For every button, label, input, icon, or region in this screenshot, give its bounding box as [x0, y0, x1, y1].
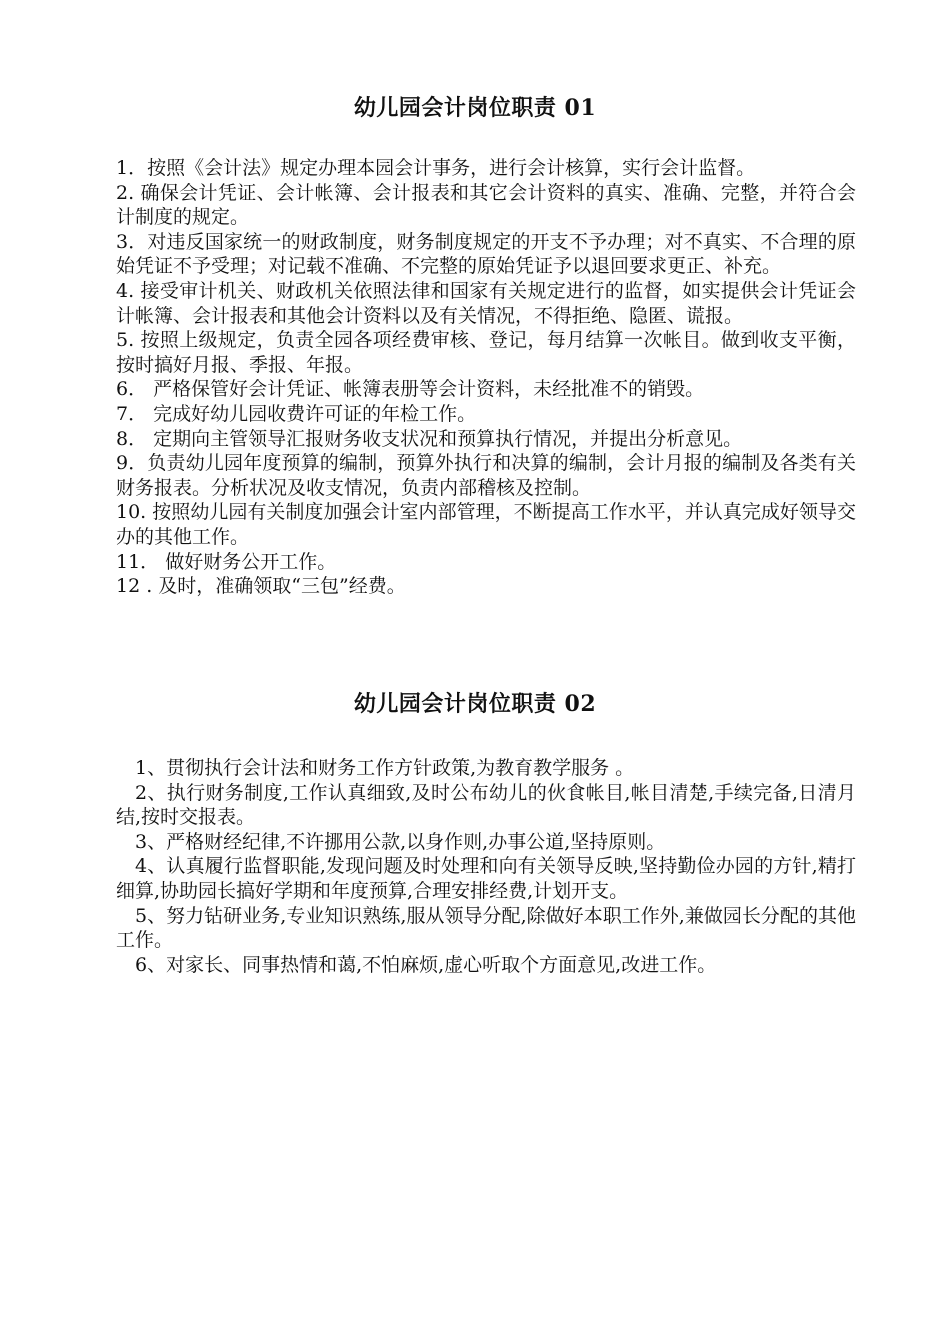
- section-1-list: [116, 156, 856, 599]
- section-1-item: 6． 严格保管好会计凭证、帐簿表册等会计资料，未经批准不的销毁。: [116, 378, 705, 401]
- section-2-list: [116, 756, 856, 977]
- section-1-item: 3．对违反国家统一的财政制度，财务制度规定的开支不予办理；对不真实、不合理的原始凭证不予受理；对记载不准确、不完整的原始凭证予以退回要求更正、补充。: [116, 230, 856, 278]
- section-2-item: 3、严格财经纪律,不许挪用公款,以身作则,办事公道,坚持原则。: [135, 830, 666, 853]
- section-1-item: 11． 做好财务公开工作。: [116, 550, 337, 573]
- section-2-item: 6、对家长、同事热情和蔼,不怕麻烦,虚心听取个方面意见,改进工作。: [135, 953, 717, 976]
- section-2-item: 2、执行财务制度,工作认真细致,及时公布幼儿的伙食帐目,帐目清楚,手续完备,日清月结,按时交报表。: [116, 781, 856, 829]
- section-1-item: 9．负责幼儿园年度预算的编制，预算外执行和决算的编制，会计月报的编制及各类有关财务报表。分析状况及收支情况，负责内部稽核及控制。: [116, 452, 856, 499]
- section-1-item: 10. 按照幼儿园有关制度加强会计室内部管理，不断提高工作水平，并认真完成好领导交办的其他工作。: [116, 501, 856, 548]
- section-2-item: 4、认真履行监督职能,发现问题及时处理和向有关领导反映,坚持勤俭办园的方针,精打细算,协助园长搞好学期和年度预算,合理安排经费,计划开支。: [116, 855, 856, 902]
- section-1-item: 8． 定期向主管领导汇报财务收支状况和预算执行情况，并提出分析意见。: [116, 427, 743, 450]
- section-1-item: 2. 确保会计凭证、会计帐簿、会计报表和其它会计资料的真实、准确、完整，并符合会计制度的规定。: [116, 181, 856, 229]
- section-2-item: 1、贯彻执行会计法和财务工作方针政策,为教育教学服务 。: [135, 757, 635, 779]
- section-1-item: 12 . 及时，准确领取“三包”经费。: [116, 575, 406, 598]
- section-1-item: 1．按照《会计法》规定办理本园会计事务，进行会计核算，实行会计监督。: [116, 157, 756, 179]
- section-1-item: 4. 接受审计机关、财政机关依照法律和国家有关规定进行的监督，如实提供会计凭证会计帐簿、会计报表和其他会计资料以及有关情况，不得拒绝、隐匿、谎报。: [116, 279, 856, 327]
- section-1-item: 7． 完成好幼儿园收费许可证的年检工作。: [116, 402, 477, 425]
- section-1-title: 幼儿园会计岗位职责 01: [353, 95, 597, 121]
- section-2-title: 幼儿园会计岗位职责 02: [353, 691, 597, 717]
- section-2-item: 5、努力钻研业务,专业知识熟练,服从领导分配,除做好本职工作外,兼做园长分配的其他工作。: [116, 904, 856, 952]
- section-1-item: 5. 按照上级规定，负责全园各项经费审核、登记，每月结算一次帐目。做到收支平衡，按时搞好月报、季报、年报。: [116, 329, 856, 376]
